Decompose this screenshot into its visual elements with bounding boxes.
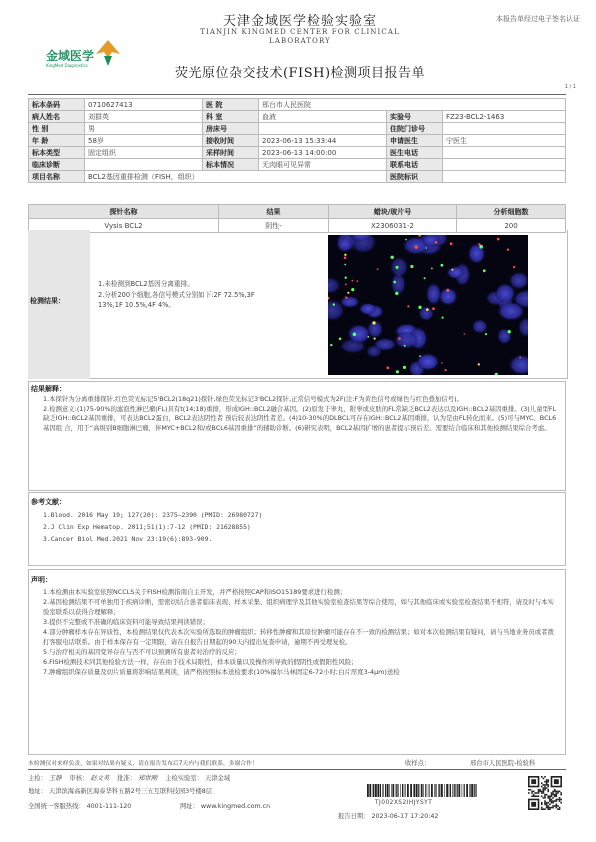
detection-text bbox=[98, 279, 266, 311]
signature-row bbox=[28, 773, 230, 782]
detection-label: 检测结果： bbox=[30, 297, 65, 305]
qr-code-icon bbox=[528, 776, 562, 810]
info-key: 住院门诊号 bbox=[387, 123, 443, 135]
info-key: 医 院 bbox=[203, 99, 259, 111]
statement-item: 1.本检测由本实验室依照NCCLS关于FISH检测指南自主开发，并严格按照CAP和ISO15189要求进行检测； bbox=[43, 588, 347, 596]
probe-name: Vysis BCL2 bbox=[29, 219, 219, 233]
reviewer-label: 审核： bbox=[69, 775, 89, 782]
info-key: 标本类型 bbox=[29, 147, 85, 159]
info-value: 0710627413 bbox=[85, 99, 203, 111]
info-key: 年 龄 bbox=[29, 135, 85, 147]
info-key: 联系电话 bbox=[387, 159, 443, 171]
interpretation-title: 结果解释： bbox=[31, 385, 66, 393]
info-value bbox=[259, 123, 387, 135]
logo-subtext: KingMed Diagnostics bbox=[46, 63, 88, 68]
references-list bbox=[43, 509, 557, 545]
footer-address: 地址： 天津滨海高新区海泰华科五路2号三五互联科技园3号楼8层 bbox=[28, 788, 213, 795]
info-key: 房床号 bbox=[203, 123, 259, 135]
cell-count: 200 bbox=[457, 219, 566, 233]
detection-line-1: 1.未检测到BCL2基因分离重排。 bbox=[98, 280, 194, 288]
info-value bbox=[443, 171, 566, 183]
info-value bbox=[85, 159, 203, 171]
references-section bbox=[28, 492, 566, 566]
info-row bbox=[29, 159, 566, 171]
info-key: 标本条码 bbox=[29, 99, 85, 111]
info-value: 无肉眼可见异常 bbox=[259, 159, 387, 171]
barcode-text: TJ002XS2IHJYSYT bbox=[375, 800, 433, 806]
info-value: 2023-06-13 15:33:44 bbox=[259, 135, 387, 147]
interpretation-para-2: 2.检测意义:(1)75-90%的滤泡性淋巴瘤(FL)具有t(14;18)重排，形成IGH::BCL2融合基因。(2)原发于睾丸、附睾或皮肤的FL常缺乏BCL2表达以及IGH::BCL2基因重排。(3)儿童型FL缺乏IGH::BCL2基因重排，可表达BCL2蛋白，BCL2表达阴性者 预后较表达阴性者差。(4)10-30%的DLBCL可存在IGH::BCL2基因重排，认为是由FL转化而来。(5)可与MYC、BCL6基因组 合，用于“高级别B细胞淋巴瘤，伴MYC+BCL2和/或BCL6基因重排”的辅助诊断。(6)研究表明，BCL2基因扩增的患者提示预后差。需要结合临床和其他检测结果综合考虑。 bbox=[43, 404, 557, 432]
info-row bbox=[29, 171, 566, 183]
block-number: X2306031-2 bbox=[329, 219, 457, 233]
results-table bbox=[28, 204, 566, 233]
header-block: 蜡块/玻片号 bbox=[329, 205, 457, 219]
info-key: 医生电话 bbox=[387, 147, 443, 159]
receiving-point-label: 收样点： bbox=[405, 760, 431, 767]
info-key: 实验号 bbox=[387, 111, 443, 123]
info-value: 男 bbox=[85, 123, 203, 135]
info-row bbox=[29, 111, 566, 123]
reference-item: 1.Blood. 2016 May 19; 127(20): 2375–2390 (PMID: 26980727) bbox=[43, 511, 263, 519]
info-key: 医院标识 bbox=[387, 171, 443, 183]
barcode-icon bbox=[367, 784, 477, 797]
statement-list bbox=[43, 587, 557, 677]
footer-hotline: 全国统一客服热线： 4001-111-120 bbox=[28, 803, 132, 810]
info-value bbox=[443, 147, 566, 159]
statement-item: 4.部分肿瘤样本存在异质性，本检测结果仅代表本次实验所选取的肿瘤组织；转移性肿瘤和其原位肿瘤可能存在不一致的检测结果；如对本次检测结果有疑问，请与当地业务员或者拨打客服电话联系。由于样本保存有一定期限，请在自报告日期起的90天内提出复查申请，逾期不再受理复检。 bbox=[43, 628, 554, 646]
statement-item: 7.肿瘤组织保存质量及切片质量将影响结果判读，请严格按照标本送检要求(10%福尔马林固定6-72小时;白片厚度3-4μm)送检 bbox=[43, 668, 400, 676]
main-unit-value: 天津金域 bbox=[204, 775, 231, 782]
info-row bbox=[29, 147, 566, 159]
info-value: 血液 bbox=[259, 111, 387, 123]
header-divider bbox=[28, 94, 566, 95]
main-unit-label: 主检实验室： bbox=[165, 775, 203, 782]
info-value: 刘群英 bbox=[85, 111, 203, 123]
statement-section bbox=[28, 569, 566, 755]
info-row bbox=[29, 135, 566, 147]
lab-name-cn: 天津金域医学检验实验室 bbox=[222, 14, 377, 29]
info-key: 科 室 bbox=[203, 111, 259, 123]
info-key: 申请医生 bbox=[387, 135, 443, 147]
info-value: 邢台市人民医院 bbox=[259, 99, 566, 111]
header-result: 结果 bbox=[219, 205, 329, 219]
interpretation-body bbox=[43, 395, 557, 433]
info-value: 固定组织 bbox=[85, 147, 203, 159]
info-value: BCL2基因重排检测（FISH，组织） bbox=[85, 171, 387, 183]
approver-signature: 郑世刚 bbox=[138, 775, 158, 782]
info-key: 项目名称 bbox=[29, 171, 85, 183]
info-value: 58岁 bbox=[85, 135, 203, 147]
result-value: 阴性- bbox=[219, 219, 329, 233]
info-key: 病人姓名 bbox=[29, 111, 85, 123]
lab-name-en: TIANJIN KINGMED CENTER FOR CLINICAL LABORATORY bbox=[200, 28, 400, 45]
info-row bbox=[29, 123, 566, 135]
tester-label: 主检： bbox=[28, 775, 47, 782]
reference-item: 2.J Clin Exp Hematop. 2011;51(1):7-12 (PMID: 21628855) bbox=[43, 523, 251, 531]
info-key: 接收时间 bbox=[203, 135, 259, 147]
info-key: 性 别 bbox=[29, 123, 85, 135]
statement-item: 5.与治疗相关的基因变异存在与否不可以预测所有患者对治疗的反应； bbox=[43, 648, 241, 656]
reviewer-signature: 赵文英 bbox=[90, 775, 110, 782]
patient-info-table bbox=[28, 98, 566, 183]
footer-divider bbox=[28, 769, 566, 770]
detection-line-2: 2.分析200个细胞,各信号模式分别如下:2F 72.5%,3F 13%,1F 10.5%,4F 4%。 bbox=[98, 290, 255, 309]
interpretation-para-1: 1.本探针为分离重排探针,红色荧光标记5'BCL2(18q21)探针,绿色荧光标记3'BCL2探针,正常信号模式为2F(注:F为黄色信号或绿色与红色叠加信号)。 bbox=[43, 395, 463, 403]
logo-text: 金域医学 bbox=[46, 49, 95, 63]
footer-disclaimer: 本检测仅对来样负责，如果对结果有疑义，请在报告发布后7天内与我们联系，多谢合作！ bbox=[28, 761, 258, 767]
info-value bbox=[443, 159, 566, 171]
info-row bbox=[29, 99, 566, 111]
header-probe: 探针名称 bbox=[29, 205, 219, 219]
reference-item: 3.Cancer Biol Med.2021 Nov 23:19(6):893-909. bbox=[43, 535, 213, 543]
references-title: 参考文献： bbox=[31, 498, 66, 506]
info-key: 采样时间 bbox=[203, 147, 259, 159]
interpretation-section bbox=[28, 381, 566, 491]
info-value: 2023-06-13 14:00:00 bbox=[259, 147, 387, 159]
page-number: 1 / 1 bbox=[564, 84, 576, 90]
fish-microscopy-image bbox=[328, 235, 528, 375]
info-value: FZ23-BCL2-1463 bbox=[443, 111, 566, 123]
signature-note: 本报告单经过电子签名认证 bbox=[496, 15, 580, 23]
statement-item: 6.FISH检测技术同其他检验方法一样，存在由于技术局限性，样本质量以及操作所导致的假阴性或假阳性风险； bbox=[43, 658, 358, 666]
report-title: 荧光原位杂交技术(FISH)检测项目报告单 bbox=[174, 66, 426, 81]
tester-signature: 王静 bbox=[48, 775, 62, 782]
report-date: 报告日期： 2023-06-17 17:20:42 bbox=[338, 813, 439, 820]
header-cell-count: 分析细胞数 bbox=[457, 205, 566, 219]
receiving-point-value: 邢台市人民医院-检验科 bbox=[470, 760, 536, 767]
info-key: 标本情况 bbox=[203, 159, 259, 171]
info-value bbox=[443, 123, 566, 135]
statement-item: 3.提供不完整或不准确的临床资料可能导致结果判读错误； bbox=[43, 618, 209, 626]
info-key: 临床诊断 bbox=[29, 159, 85, 171]
statement-title: 声明： bbox=[31, 576, 52, 584]
approver-label: 批准： bbox=[117, 775, 137, 782]
footer-website: 网址： www.kingmed.com.cn bbox=[180, 803, 271, 810]
info-value: 宁医生 bbox=[443, 135, 566, 147]
statement-item: 2.基因检测结果不可单独用于疾病诊断，需密切结合患者临床表现、样本采集、组织病理学及其他实验室检查结果等综合使用，如与其他临床或实验室检查结果不相符，请及时与本实验室联系以获得合理解释； bbox=[43, 598, 554, 616]
